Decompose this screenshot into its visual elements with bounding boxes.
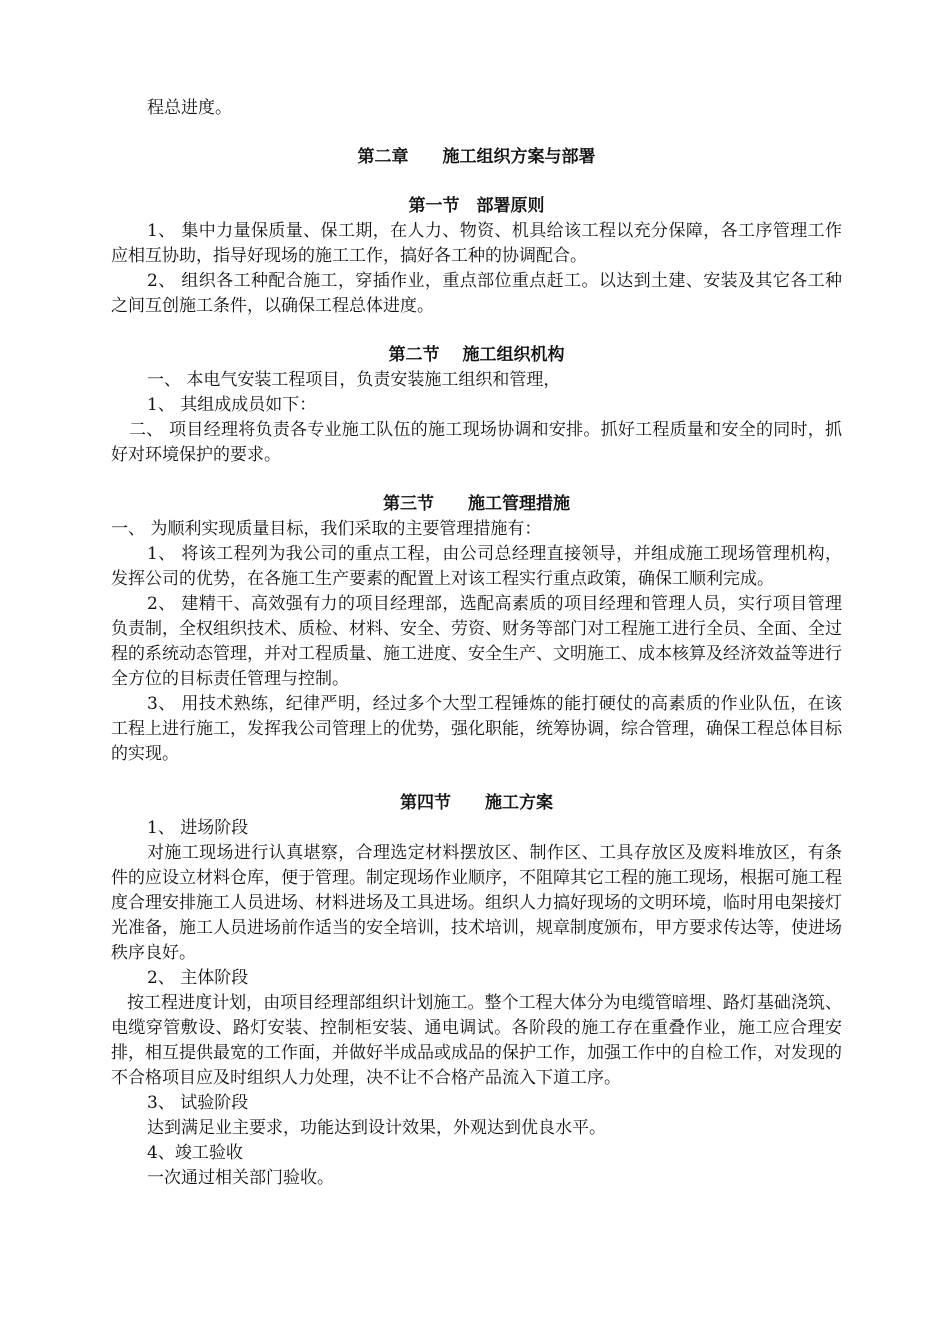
paragraph: 3、 试验阶段	[147, 1093, 249, 1113]
intro-tail-text: 程总进度。	[147, 98, 232, 118]
section-management-measures	[111, 492, 842, 767]
paragraph: 4、竣工验收	[147, 1143, 243, 1163]
paragraph: 按工程进度计划，由项目经理部组织计划施工。整个工程大体分为电缆管暗埋、路灯基础浇筑、电缆穿管敷设、路灯安装、控制柜安装、通电调试。各阶段的施工存在重叠作业，施工应合理安排，相互提供最宽的工作面，并做好半成品或成品的保护工作，加强工作中的自检工作，对发现的不合格项目应及时组织人力处理，决不让不合格产品流入下道工序。	[111, 993, 842, 1088]
section-construction-plan	[111, 791, 842, 1191]
paragraph: 1、 进场阶段	[147, 818, 249, 838]
paragraph: 2、 主体阶段	[147, 968, 249, 988]
section-title: 第一节 部署原则	[408, 196, 545, 216]
section-title: 第二节 施工组织机构	[388, 345, 565, 365]
paragraph: 对施工现场进行认真堪察，合理选定材料摆放区、制作区、工具存放区及废料堆放区，有条件的应设立材料仓库，便于管理。制定现场作业顺序，不阻障其它工程的施工现场，根据可施工程度合理安排施工人员进场、材料进场及工具进场。组织人力搞好现场的文明环境，临时用电架接灯光准备，施工人员进场前作适当的安全培训，技术培训，规章制度颁布，甲方要求传达等，使进场秩序良好。	[111, 843, 842, 963]
paragraph: 1、 集中力量保质量、保工期，在人力、物资、机具给该工程以充分保障，各工序管理工作应相互协助，指导好现场的施工工作，搞好各工种的协调配合。	[111, 221, 842, 266]
paragraph: 一、 本电气安装工程项目，负责安装施工组织和管理，	[147, 370, 561, 390]
section-organization	[111, 343, 842, 468]
paragraph: 一、 为顺利实现质量目标，我们采取的主要管理措施有：	[111, 519, 542, 539]
section-title: 第四节 施工方案	[400, 793, 553, 813]
section-title: 第三节 施工管理措施	[383, 494, 570, 514]
paragraph: 1、 将该工程列为我公司的重点工程，由公司总经理直接领导，并组成施工现场管理机构，发挥公司的优势，在各施工生产要素的配置上对该工程实行重点政策，确保工顺利完成。	[111, 544, 842, 589]
paragraph: 达到满足业主要求，功能达到设计效果，外观达到优良水平。	[147, 1118, 606, 1138]
paragraph: 2、 建精干、高效强有力的项目经理部，选配高素质的项目经理和管理人员，实行项目管理负责制，全权组织技术、质检、材料、安全、劳资、财务等部门对工程施工进行全员、全面、全过程的系统动态管理，并对工程质量、施工进度、安全生产、文明施工、成本核算及经济效益等进行全方位的目标责任管理与控制。	[111, 594, 842, 689]
chapter-title: 第二章 施工组织方案与部署	[357, 147, 596, 167]
paragraph: 1、 其组成成员如下：	[147, 395, 317, 415]
paragraph: 3、 用技术熟练，纪律严明，经过多个大型工程锤炼的能打硬仗的高素质的作业队伍，在该工程上进行施工，发挥我公司管理上的优势，强化职能，统筹协调，综合管理，确保工程总体目标的实现。	[111, 694, 842, 764]
paragraph: 2、 组织各工种配合施工，穿插作业，重点部位重点赶工。以达到土建、安装及其它各工种之间互创施工条件，以确保工程总体进度。	[111, 271, 842, 316]
paragraph: 二、 项目经理将负责各专业施工队伍的施工现场协调和安排。抓好工程质量和安全的同时，抓好对环境保护的要求。	[111, 420, 842, 465]
section-deployment-principles	[111, 194, 842, 319]
paragraph: 一次通过相关部门验收。	[147, 1168, 334, 1188]
